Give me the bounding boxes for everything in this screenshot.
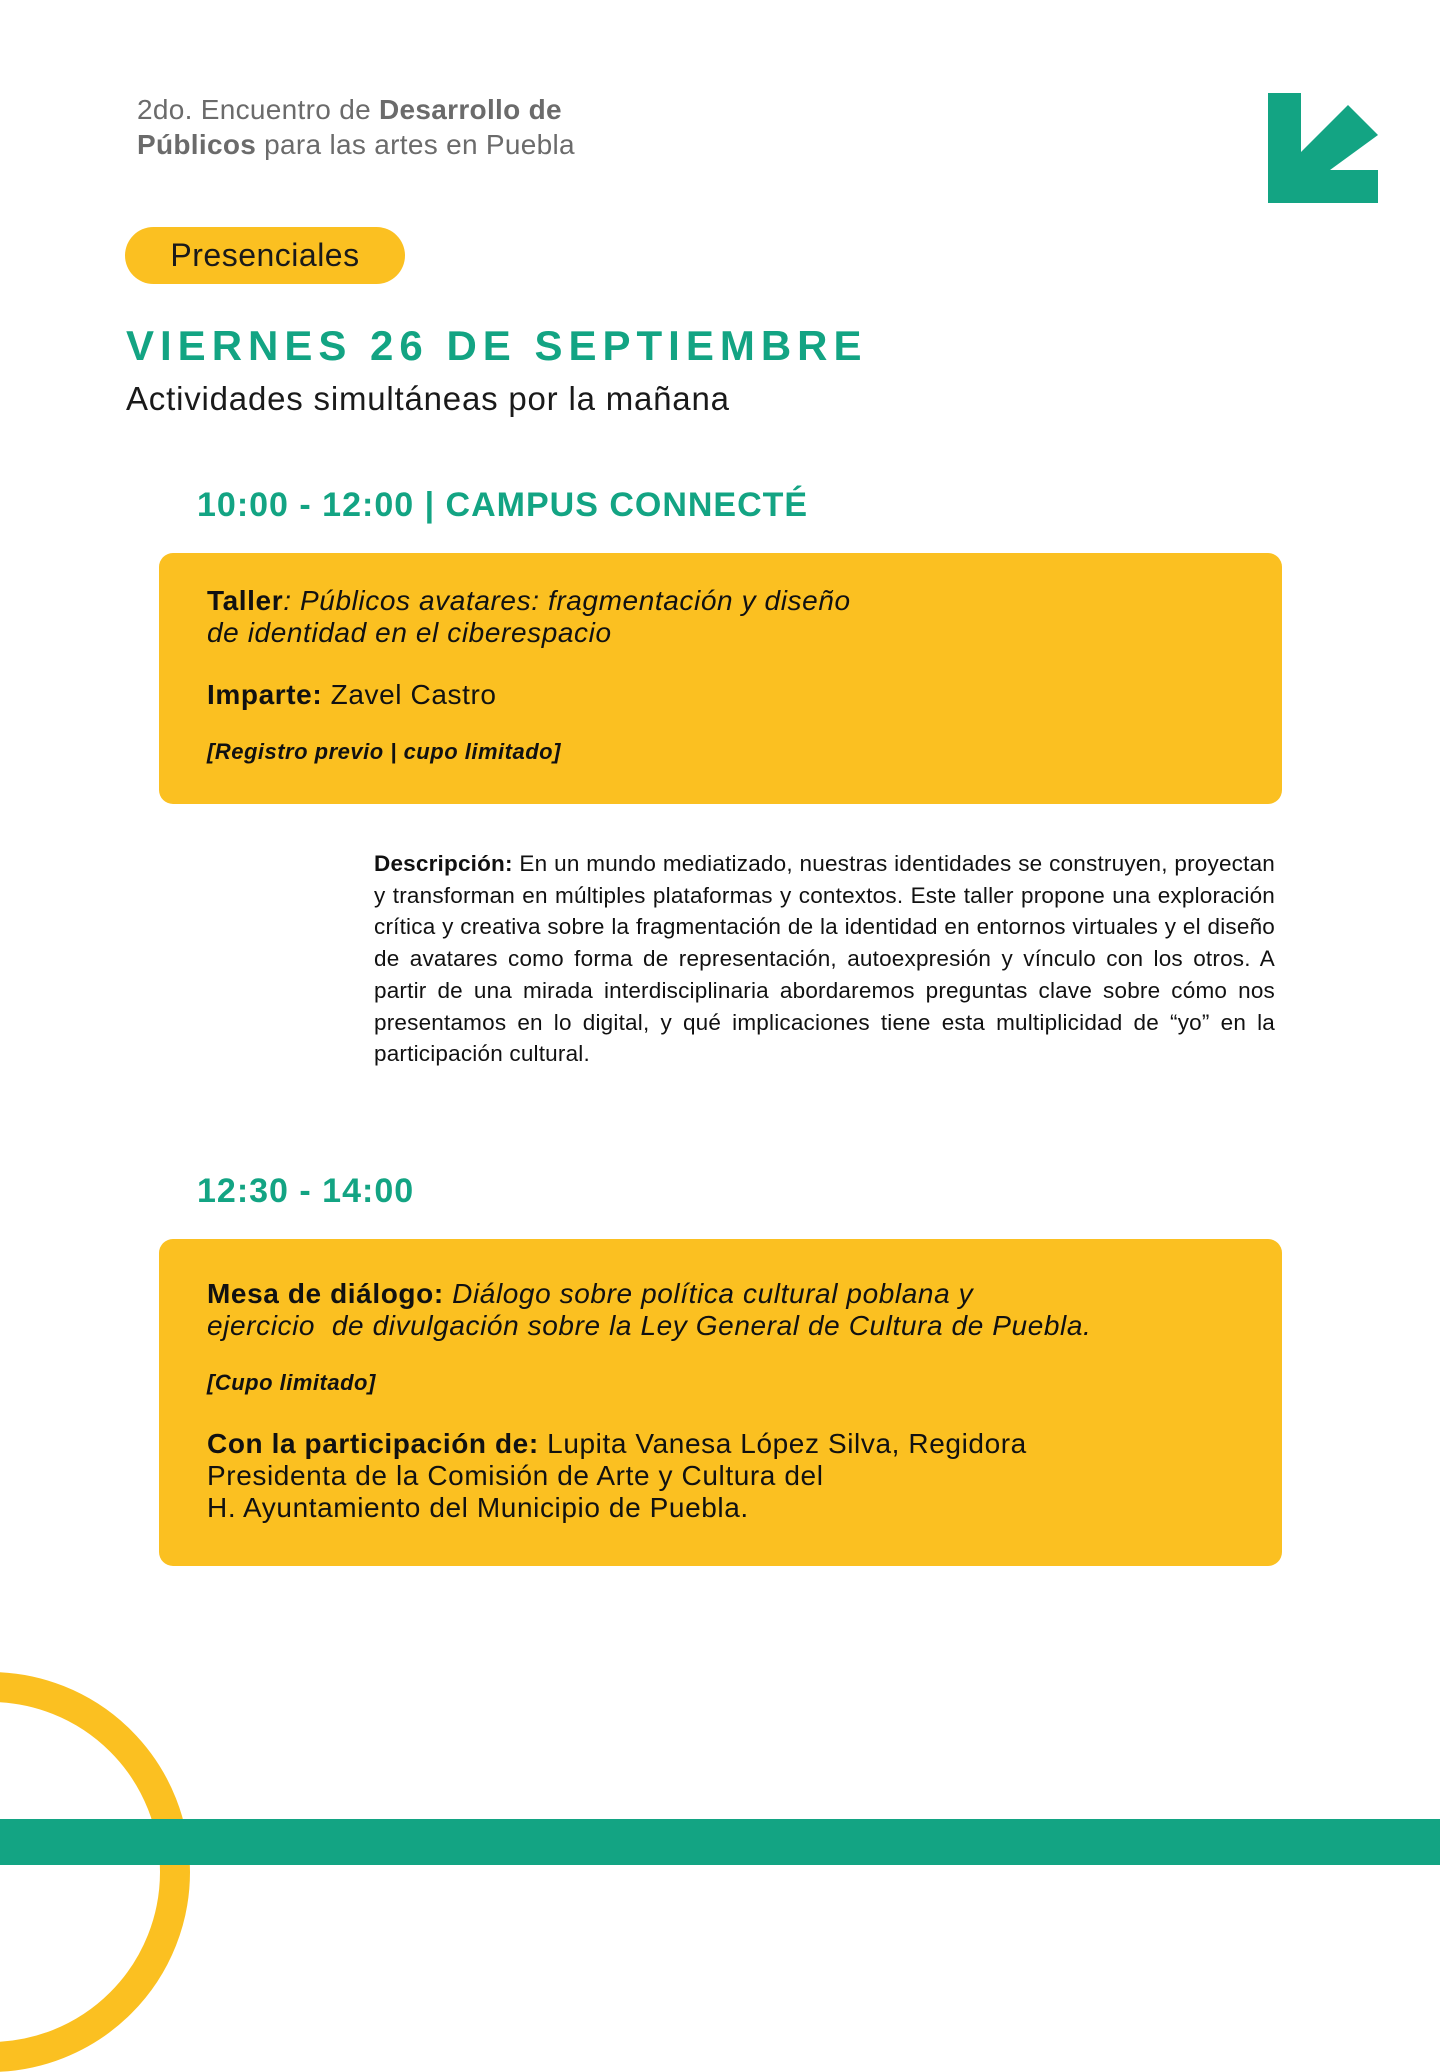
session-1-speaker [207, 679, 1234, 711]
description-label: Descripción: [374, 851, 513, 876]
participants-label: Con la participación de: [207, 1428, 539, 1459]
header-line-2: Públicos para las artes en Puebla [137, 129, 575, 160]
session-1-speaker-label: Imparte: [207, 679, 323, 710]
session-2-note: [Cupo limitado] [207, 1370, 376, 1395]
session-1-description [374, 848, 1275, 1070]
arrow-down-left-icon [1268, 93, 1378, 203]
category-pill [125, 227, 405, 284]
session-2-participants [207, 1428, 1234, 1460]
session-2-type: Mesa de diálogo: [207, 1278, 444, 1309]
session-1-note: [Registro previo | cupo limitado] [207, 739, 561, 764]
session-1-title-line-2: de identidad en el ciberespacio [207, 617, 612, 648]
category-pill-label: Presenciales [170, 237, 360, 273]
participants-line-2: Presidenta de la Comisión de Arte y Cultura del [207, 1460, 824, 1491]
event-date: VIERNES 26 DE SEPTIEMBRE [126, 322, 868, 369]
session-1-time: 10:00 - 12:00 | CAMPUS CONNECTÉ [197, 486, 809, 524]
footer-bar [0, 1819, 1440, 1865]
session-2-title-line-2: ejercicio de divulgación sobre la Ley General de Cultura de Puebla. [207, 1310, 1092, 1341]
session-2-card [159, 1239, 1282, 1566]
session-1-title [207, 585, 1234, 617]
session-2-time: 12:30 - 14:00 [197, 1172, 415, 1210]
participants-line-3: H. Ayuntamiento del Municipio de Puebla. [207, 1492, 749, 1523]
participants-line-1: Lupita Vanesa López Silva, Regidora [538, 1428, 1027, 1459]
decorative-arc [0, 1672, 190, 2072]
header-line-1: 2do. Encuentro de Desarrollo de [137, 94, 562, 125]
event-subtitle: Actividades simultáneas por la mañana [126, 380, 730, 417]
event-header [137, 92, 575, 162]
session-2-title [207, 1278, 1234, 1310]
description-text: En un mundo mediatizado, nuestras identidades se construyen, proyectan y transforman en múltiples plataformas y contextos. Este taller propone una exploración crítica y creativa sobre la fragmentación de la identidad en entornos virtuales y el diseño de avatares como forma de representación, autoexpresión y vínculo con los otros. A partir de una mirada interdisciplinaria abordaremos preguntas clave sobre cómo nos presentamos en lo digital, y qué implicaciones tiene esta multiplicidad de “yo” en la participación cultural. [374, 851, 1275, 1067]
session-1-type: Taller [207, 585, 284, 616]
session-1-title-line-1: : Públicos avatares: fragmentación y diseño [283, 585, 851, 616]
session-1-card [159, 553, 1282, 804]
session-2-title-line-1: Diálogo sobre política cultural poblana y [443, 1278, 974, 1309]
session-1-speaker-name: Zavel Castro [322, 679, 497, 710]
